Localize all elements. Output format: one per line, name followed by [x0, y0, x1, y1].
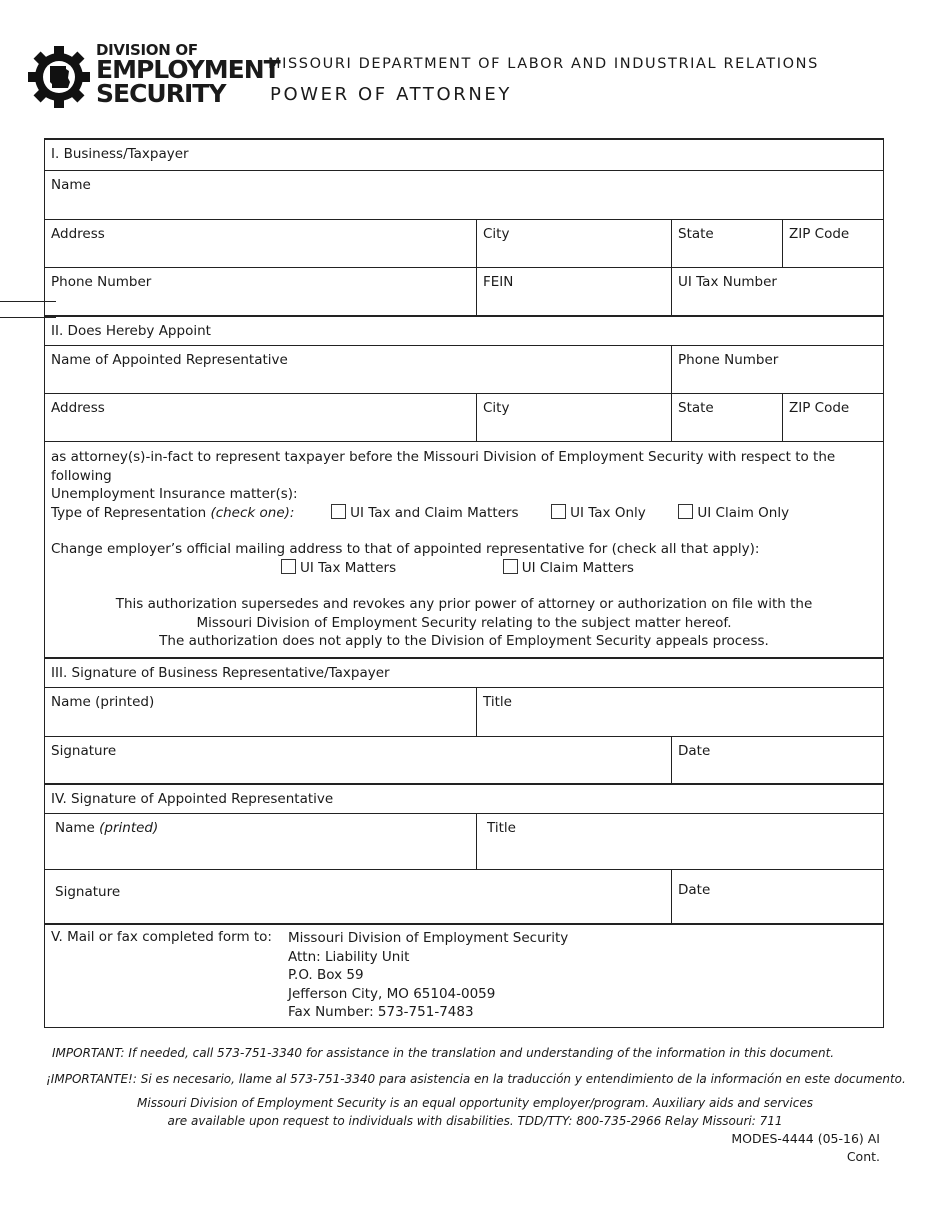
section-3-heading: III. Signature of Business Representative/Taxpayer — [45, 657, 883, 687]
business-zip-field[interactable]: ZIP Code — [782, 220, 883, 267]
section-2-heading: II. Does Hereby Appoint — [45, 315, 883, 345]
rep-signature-row — [45, 869, 883, 923]
business-address-row — [45, 219, 883, 267]
division-logo — [26, 41, 280, 112]
taxpayer-signature-field[interactable]: Signature — [51, 743, 117, 759]
section-4-heading: IV. Signature of Appointed Representative — [45, 783, 883, 813]
business-state-field[interactable]: State — [671, 220, 782, 267]
rep-zip-field[interactable]: ZIP Code — [782, 394, 883, 441]
eeo-statement: Missouri Division of Employment Security is an equal opportunity employer/program. Auxiliary aids and services are available upon request to individuals with disabilities. TDD/TTY: 800-735-2966 Relay Missouri: 711 — [137, 1096, 813, 1128]
checkbox-ui-claim-matters[interactable]: UI Claim Matters — [503, 560, 634, 576]
checkbox-ui-tax-and-claim[interactable]: UI Tax and Claim Matters — [331, 505, 518, 521]
representation-type-hint: (check one): — [210, 504, 295, 521]
business-name-row — [45, 170, 883, 219]
mail-section — [45, 923, 883, 1027]
checkbox-ui-tax-only[interactable]: UI Tax Only — [551, 505, 646, 521]
business-city-field[interactable]: City — [476, 220, 671, 267]
gear-icon — [26, 44, 92, 110]
change-address-text: Change employer’s official mailing address to that of appointed representative for (check all that apply): — [51, 541, 760, 557]
logo-line-employment: EMPLOYMENT — [96, 55, 280, 84]
power-of-attorney-form — [44, 138, 884, 1028]
rep-signer-title-field[interactable]: Title — [476, 814, 883, 869]
rep-phone-field[interactable]: Phone Number — [671, 346, 883, 393]
rep-address-field[interactable]: Address — [51, 400, 105, 416]
taxpayer-name-row — [45, 687, 883, 736]
taxpayer-title-field[interactable]: Title — [476, 688, 883, 736]
rep-city-field[interactable]: City — [476, 394, 671, 441]
rep-signer-name-row — [45, 813, 883, 869]
rep-signature-field[interactable]: Signature — [55, 884, 121, 900]
representation-type-label: Type of Representation — [51, 504, 211, 521]
rep-state-field[interactable]: State — [671, 394, 782, 441]
rep-name-field[interactable]: Name of Appointed Representative — [51, 352, 288, 368]
business-phone-field[interactable]: Phone Number — [51, 274, 152, 290]
taxpayer-date-field[interactable]: Date — [671, 737, 883, 783]
business-phone-row — [45, 267, 883, 315]
rep-name-row — [45, 345, 883, 393]
mailing-address: Missouri Division of Employment Security Attn: Liability Unit P.O. Box 59 Jefferson City, MO 65104-0059 Fax Number: 573-751-7483 — [288, 930, 569, 1020]
form-code: MODES-4444 (05-16) AI Cont. — [731, 1131, 880, 1164]
rep-date-field[interactable]: Date — [671, 870, 883, 923]
importante-notice: ¡IMPORTANTE!: Si es necesario, llame al 573-751-3340 para asistencia en la traducción y entendimiento de la información en este documento. — [46, 1072, 906, 1086]
checkbox-ui-claim-only[interactable]: UI Claim Only — [678, 505, 789, 521]
rep-signer-name-field[interactable]: Name (printed) — [55, 820, 159, 836]
logo-line-division: DIVISION OF — [96, 41, 198, 59]
checkbox-ui-tax-matters[interactable]: UI Tax Matters — [281, 560, 396, 576]
change-address-options — [51, 559, 877, 578]
ui-tax-number-field[interactable]: UI Tax Number — [671, 268, 883, 315]
business-name-field[interactable]: Name — [51, 177, 91, 193]
section-5-heading: V. Mail or fax completed form to: — [51, 929, 272, 945]
page-title: POWER OF ATTORNEY — [270, 84, 512, 105]
logo-line-security: SECURITY — [96, 79, 226, 108]
department-name: MISSOURI DEPARTMENT OF LABOR AND INDUSTRIAL RELATIONS — [268, 56, 819, 72]
taxpayer-signature-row — [45, 736, 883, 783]
taxpayer-name-field[interactable]: Name (printed) — [51, 694, 155, 710]
representation-type-row — [51, 504, 877, 523]
authorization-block — [45, 441, 883, 657]
authorization-text: as attorney(s)-in-fact to represent taxpayer before the Missouri Division of Employment Security with respect to the following Unemployment Insurance matter(s): — [51, 449, 836, 502]
authorization-notice: This authorization supersedes and revokes any prior power of attorney or authorization on file with the Missouri Division of Employment Security relating to the subject matter hereof. The authorization does not apply to the Division of Employment Security appeals process. — [115, 596, 813, 649]
section-1-heading: I. Business/Taxpayer — [51, 146, 189, 162]
fein-field[interactable]: FEIN — [476, 268, 671, 315]
business-address-field[interactable]: Address — [51, 226, 105, 242]
important-notice: IMPORTANT: If needed, call 573-751-3340 for assistance in the translation and understanding of the information in this document. — [52, 1046, 835, 1060]
rep-address-row — [45, 393, 883, 441]
